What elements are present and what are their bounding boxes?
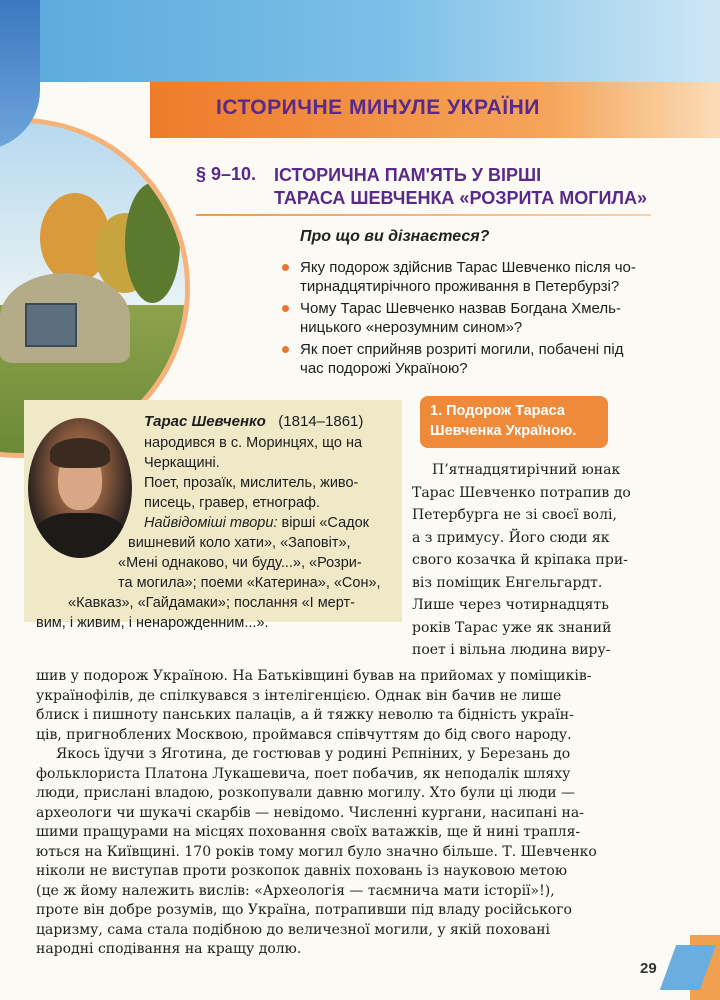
body-line: П’ятнадцятирічний юнак (432, 462, 621, 478)
section-title: ІСТОРИЧНА ПАМ'ЯТЬ У ВІРШІ ТАРАСА ШЕВЧЕНКА «РОЗРИТА МОГИЛА» (274, 165, 648, 208)
top-color-band (0, 0, 720, 82)
body-line: Лише через чотирнадцять (412, 597, 609, 613)
body-line: шив у подорож Україною. На Батьківщині бував на прийомах у поміщиків- (36, 668, 592, 684)
body-line: поет і вільна людина виру- (412, 642, 611, 658)
bio-line: вишневий коло хати», «Заповіт», (128, 535, 351, 551)
body-line: віз поміщик Енгельгардт. (412, 574, 603, 591)
body-line: ніколи не виступав проти розкопок давніх поховань із науковою метою (36, 863, 568, 879)
bio-works-line: Найвідоміші твори: вірші «Садок (144, 515, 370, 531)
bio-line: Черкащині. (144, 455, 220, 471)
bio-line: «Мені однаково, чи буду...», «Розри- (118, 555, 362, 571)
section-divider (196, 214, 651, 216)
body-line: Тарас Шевченко потрапив до (412, 484, 631, 501)
body-line: люди, прислані владою, розкопували давню могилу. Хто були ці люди — (36, 785, 576, 801)
body-line: царизму, сама стала подібною до величезної могили, у якій поховані (36, 921, 551, 938)
body-line: шими пращурами на місцях поховання своїх ватажків, ще й нині трапля- (36, 824, 581, 840)
subsection-label: 1. Подорож Тараса Шевченка Україною. (420, 396, 608, 448)
chapter-title-banner (150, 82, 720, 138)
page-number: 29 (640, 960, 657, 977)
bio-line: вим, і живим, і ненарожденним...». (36, 615, 269, 631)
body-line: Петербурга не зі своєї волі, (412, 507, 617, 523)
chapter-title: ІСТОРИЧНЕ МИНУЛЕ УКРАЇНИ (216, 96, 540, 119)
body-line: народні сподівання на кращу долю. (36, 941, 302, 957)
bio-name-line: Тарас Шевченко (1814–1861) (144, 413, 364, 430)
list-item: Чому Тарас Шевченко назвав Богдана Хмель- ницького «нерозумним сином»? (280, 299, 660, 337)
bio-line: «Кавказ», «Гайдамаки»; послання «І мерт- (68, 595, 355, 611)
body-line: ців, пригноблених Москвою, проймався співчуттям до бід свого народу. (36, 726, 572, 743)
bio-line: та могила»; поеми «Катерина», «Сон», (118, 575, 381, 591)
learn-heading: Про що ви дізнаєтеся? (300, 228, 490, 245)
bullet-icon (282, 305, 289, 312)
bio-line: писець, гравер, етнограф. (144, 495, 320, 511)
body-line: а з примусу. Його сюди як (412, 529, 610, 546)
body-line: Якось їдучи з Яготина, де гостював у родині Рєпніних, у Березань до (56, 746, 571, 762)
bullet-icon (282, 346, 289, 353)
body-line: блиск і пишноту панських палаців, а й тяжку неволю та бідність україн- (36, 707, 574, 723)
body-line: археологи чи шукачі скарбів — невідомо. Численні кургани, насипані на- (36, 804, 584, 821)
body-line: років Тарас уже як знаний (412, 619, 612, 636)
list-item: Яку подорож здійснив Тарас Шевченко після чо- тирнадцятирічного проживання в Петербурзі? (280, 258, 660, 296)
body-line: проте він добре розумів, що Україна, потрапивши під владу російського (36, 902, 572, 918)
learn-list (280, 258, 660, 381)
body-line: українофілів, де спілкувався з інтелігенцією. Однак він бачив не лише (36, 687, 562, 704)
bullet-icon (282, 264, 289, 271)
body-line: (це ж йому належить вислів: «Археологія — таємнича мати історії»!), (36, 882, 555, 899)
body-line: фольклориста Платона Лукашевича, поет побачив, як неподалік шляху (36, 765, 571, 782)
section-number: § 9–10. (196, 164, 257, 184)
shevchenko-portrait (28, 418, 132, 558)
bio-line: Поет, прозаїк, мислитель, живо- (144, 475, 359, 491)
body-line: ються на Київщині. 170 років тому могил було значно більше. Т. Шевченко (36, 843, 597, 860)
list-item: Як поет сприйняв розриті могили, побачені під час подорожі Україною? (280, 340, 660, 378)
body-line: свого козачка й кріпака при- (412, 552, 628, 568)
bio-line: народився в с. Моринцях, що на (144, 435, 363, 451)
